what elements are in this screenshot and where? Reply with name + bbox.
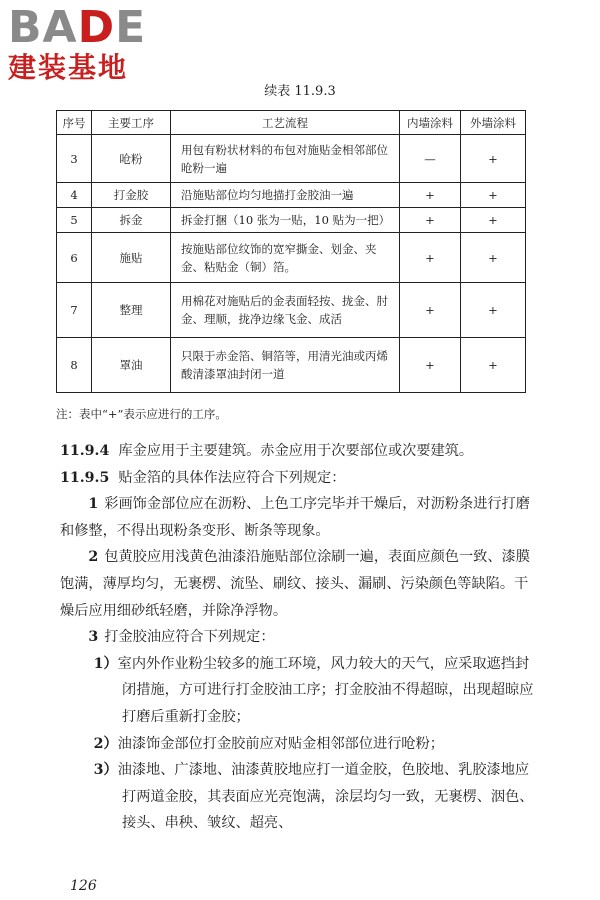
table-row	[57, 233, 526, 283]
row-no: 8	[57, 338, 92, 393]
row-outer: +	[461, 233, 526, 283]
item-number: 1	[88, 496, 99, 513]
header-flow: 工艺流程	[171, 111, 400, 135]
row-flow: 沿施贴部位均匀地描打金胶油一遍	[171, 183, 400, 208]
item-text: 打金胶油应符合下列规定：	[104, 629, 275, 646]
row-flow: 用棉花对施贴后的金表面轻按、拢金、肘金、理顺，拢净边缘飞金、成活	[171, 283, 400, 338]
sub-item-text: 油漆地、广漆地、油漆黄胶地应打一道金胶，色胶地、乳胶漆地应打两道金胶，其表面应光亮饱满，涂层均匀一致，无裹楞、洇色、接头、串秧、皱纹、超亮、	[117, 762, 534, 832]
row-flow: 用包有粉状材料的布包对施贴金相邻部位呛粉一遍	[171, 135, 400, 183]
sub-item-number: 2）	[93, 735, 118, 752]
row-no: 6	[57, 233, 92, 283]
item-text: 包黄胶应用浅黄色油漆沿施贴部位涂刷一遍，表面应颜色一致、漆膜饱满，薄厚均匀，无裹楞、流坠、刷纹、接头、漏刷、污染颜色等缺陷。干燥后应用细砂纸轻磨，并除净浮物。	[60, 549, 530, 619]
table-row	[57, 283, 526, 338]
row-main: 呛粉	[92, 135, 171, 183]
table-row	[57, 208, 526, 233]
table-header-row	[57, 111, 526, 135]
item-3	[60, 624, 542, 651]
table-title: 续表 11.9.3	[264, 84, 336, 99]
header-outer-coating: 外墙涂料	[461, 111, 526, 135]
row-flow: 拆金打捆（10 张为一贴，10 贴为一把）	[171, 208, 400, 233]
body-text	[60, 438, 542, 837]
item-text: 彩画饰金部位应在沥粉、上色工序完毕并干燥后，对沥粉条进行打磨和修整，不得出现粉条变形、断条等现象。	[60, 496, 530, 539]
sub-item-3	[60, 757, 542, 837]
row-main: 罩油	[92, 338, 171, 393]
header-no: 序号	[57, 111, 92, 135]
table-row	[57, 338, 526, 393]
logo-wordmark: BADE	[8, 2, 147, 53]
row-outer: +	[461, 183, 526, 208]
sub-item-2	[60, 731, 542, 758]
row-inner: +	[400, 283, 461, 338]
row-main: 打金胶	[92, 183, 171, 208]
row-inner: —	[400, 135, 461, 183]
table-note: 注：表中“+”表示应进行的工序。	[56, 407, 227, 421]
sub-item-1	[60, 651, 542, 731]
row-inner: +	[400, 233, 461, 283]
sub-item-number: 1）	[93, 655, 118, 672]
row-inner: +	[400, 208, 461, 233]
row-flow: 按施贴部位纹饰的宽窄撕金、划金、夹金、粘贴金（铜）箔。	[171, 233, 400, 283]
row-no: 5	[57, 208, 92, 233]
header-main-process: 主要工序	[92, 111, 171, 135]
row-main: 施贴	[92, 233, 171, 283]
logo-subtitle: 建装基地	[8, 51, 129, 84]
item-number: 3	[88, 629, 99, 646]
clause-text: 库金应用于主要建筑。赤金应用于次要部位或次要建筑。	[118, 443, 474, 459]
row-no: 3	[57, 135, 92, 183]
sub-item-text: 油漆饰金部位打金胶前应对贴金相邻部位进行呛粉；	[117, 735, 444, 752]
table-row	[57, 183, 526, 208]
row-no: 4	[57, 183, 92, 208]
row-main: 整理	[92, 283, 171, 338]
row-outer: +	[461, 283, 526, 338]
brand-logo	[8, 4, 183, 84]
page-number: 126	[70, 878, 97, 894]
item-2	[60, 544, 542, 624]
row-inner: +	[400, 338, 461, 393]
row-inner: +	[400, 183, 461, 208]
row-main: 拆金	[92, 208, 171, 233]
clause-number: 11.9.4	[60, 443, 110, 459]
sub-item-text: 室内外作业粉尘较多的施工环境，风力较大的天气，应采取遮挡封闭措施，方可进行打金胶油工序；打金胶油不得超晾，出现超晾应打磨后重新打金胶；	[117, 655, 534, 725]
table-row	[57, 135, 526, 183]
row-outer: +	[461, 208, 526, 233]
row-flow: 只限于赤金箔、铜箔等，用清光油或丙烯酸清漆罩油封闭一道	[171, 338, 400, 393]
item-number: 2	[88, 549, 99, 566]
row-outer: +	[461, 338, 526, 393]
row-no: 7	[57, 283, 92, 338]
clause-11-9-5	[60, 465, 542, 492]
process-table	[56, 110, 526, 393]
header-inner-coating: 内墙涂料	[400, 111, 461, 135]
clause-text: 贴金箔的具体作法应符合下列规定：	[118, 469, 346, 486]
item-1	[60, 491, 542, 544]
sub-item-number: 3）	[93, 762, 118, 779]
clause-11-9-4	[60, 438, 542, 465]
row-outer: +	[461, 135, 526, 183]
clause-number: 11.9.5	[60, 469, 110, 486]
